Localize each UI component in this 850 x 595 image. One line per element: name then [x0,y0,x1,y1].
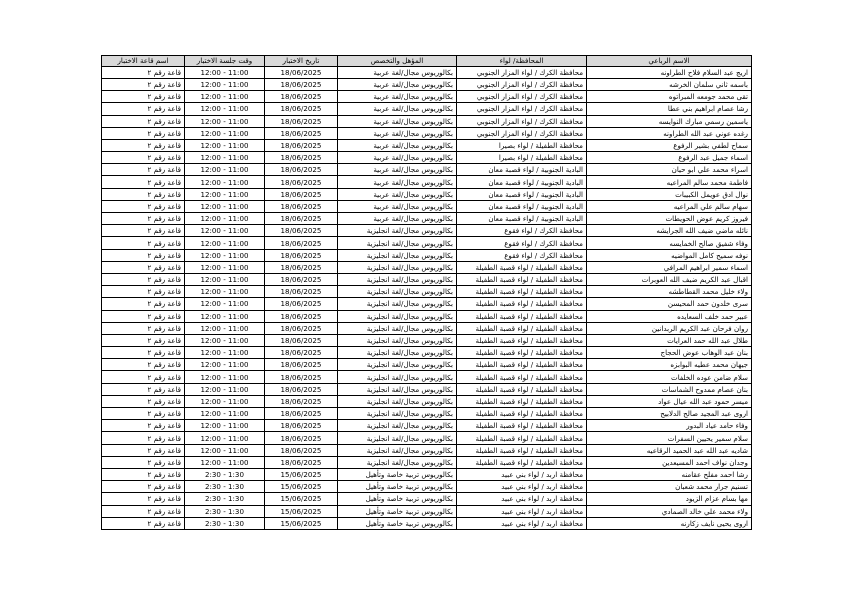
cell-name: نوال ادق عويمل الكبيبات [587,188,752,200]
table-row [102,200,752,212]
cell-time: 11:00 - 12:00 [185,91,265,103]
cell-specialization: بكالوريوس مجال/لغة انجليزية [338,420,457,432]
cell-specialization: بكالوريوس مجال/لغة انجليزية [338,225,457,237]
cell-time: 11:00 - 12:00 [185,444,265,456]
cell-date: 18/06/2025 [265,152,338,164]
table-row [102,66,752,78]
cell-name: سماح لطفي بشير الرفوع [587,139,752,151]
cell-name: مها بسام عزام الزيود [587,493,752,505]
cell-room: قاعة رقم ٢ [102,139,185,151]
cell-date: 18/06/2025 [265,164,338,176]
cell-name: سرى خلدون حمد المحيسن [587,298,752,310]
cell-room: قاعة رقم ٢ [102,481,185,493]
cell-governorate: محافظة الكرك / لواء المزار الجنوبي [457,115,587,127]
cell-governorate: محافظة اربد / لواء بني عبيد [457,505,587,517]
table-row [102,115,752,127]
cell-specialization: بكالوريوس مجال/لغة انجليزية [338,395,457,407]
cell-room: قاعة رقم ٢ [102,505,185,517]
cell-name: فاطمة محمد سالم المراعيه [587,176,752,188]
cell-governorate: محافظة الكرك / لواء فقوع [457,225,587,237]
cell-time: 11:00 - 12:00 [185,103,265,115]
cell-date: 18/06/2025 [265,444,338,456]
cell-room: قاعة رقم ٢ [102,249,185,261]
table-row [102,420,752,432]
table-row [102,432,752,444]
cell-room: قاعة رقم ٢ [102,310,185,322]
cell-governorate: محافظة الكرك / لواء المزار الجنوبي [457,127,587,139]
cell-date: 18/06/2025 [265,78,338,90]
cell-specialization: بكالوريوس مجال/لغة انجليزية [338,371,457,383]
cell-name: باسمه ثاني سلمان الخرشه [587,78,752,90]
cell-time: 11:00 - 12:00 [185,188,265,200]
cell-specialization: بكالوريوس مجال/لغة عربية [338,176,457,188]
cell-room: قاعة رقم ٢ [102,371,185,383]
cell-governorate: البادية الجنوبية / لواء قصبة معان [457,213,587,225]
cell-governorate: محافظة الطفيلة / لواء قصبة الطفيلة [457,298,587,310]
cell-specialization: بكالوريوس مجال/لغة عربية [338,188,457,200]
cell-name: جيهان محمد عطيه البوابزه [587,359,752,371]
cell-time: 11:00 - 12:00 [185,127,265,139]
cell-room: قاعة رقم ٢ [102,91,185,103]
cell-date: 18/06/2025 [265,237,338,249]
cell-governorate: محافظة اربد / لواء بني عبيد [457,468,587,480]
cell-specialization: بكالوريوس مجال/لغة انجليزية [338,347,457,359]
cell-date: 18/06/2025 [265,383,338,395]
table-row [102,103,752,115]
cell-governorate: محافظة الكرك / لواء المزار الجنوبي [457,91,587,103]
cell-name: وجدان نواف احمد المسيعدين [587,456,752,468]
table-row [102,91,752,103]
cell-time: 11:00 - 12:00 [185,298,265,310]
cell-name: تسنيم جرار محمد شعبان [587,481,752,493]
cell-time: 11:00 - 12:00 [185,310,265,322]
cell-date: 15/06/2025 [265,468,338,480]
cell-governorate: محافظة اربد / لواء بني عبيد [457,517,587,529]
cell-room: قاعة رقم ٢ [102,432,185,444]
cell-governorate: محافظة الطفيلة / لواء قصبة الطفيلة [457,261,587,273]
cell-specialization: بكالوريوس مجال/لغة انجليزية [338,273,457,285]
cell-date: 18/06/2025 [265,286,338,298]
cell-room: قاعة رقم ٢ [102,237,185,249]
cell-date: 18/06/2025 [265,432,338,444]
cell-governorate: محافظة الطفيلة / لواء بصيرا [457,152,587,164]
cell-time: 11:00 - 12:00 [185,164,265,176]
table-row [102,298,752,310]
cell-name: اسراء محمد علي ابو حيان [587,164,752,176]
cell-governorate: محافظة الطفيلة / لواء قصبة الطفيلة [457,383,587,395]
cell-date: 18/06/2025 [265,66,338,78]
header-room: اسم قاعة الاختبار [102,56,185,67]
cell-date: 18/06/2025 [265,334,338,346]
cell-time: 11:00 - 12:00 [185,115,265,127]
cell-time: 1:30 - 2:30 [185,481,265,493]
cell-specialization: بكالوريوس مجال/لغة عربية [338,200,457,212]
cell-time: 1:30 - 2:30 [185,505,265,517]
table-row [102,517,752,529]
cell-room: قاعة رقم ٢ [102,103,185,115]
cell-time: 11:00 - 12:00 [185,359,265,371]
cell-name: رشا عصام ابراهيم بني عطا [587,103,752,115]
cell-governorate: محافظة الطفيلة / لواء قصبة الطفيلة [457,286,587,298]
cell-date: 18/06/2025 [265,103,338,115]
cell-date: 18/06/2025 [265,371,338,383]
exam-schedule-sheet [101,55,751,530]
cell-governorate: محافظة الطفيلة / لواء قصبة الطفيلة [457,432,587,444]
cell-date: 18/06/2025 [265,200,338,212]
cell-name: سلام سمير يحيين السفرات [587,432,752,444]
cell-specialization: بكالوريوس مجال/لغة عربية [338,115,457,127]
cell-time: 11:00 - 12:00 [185,261,265,273]
cell-specialization: بكالوريوس مجال/لغة عربية [338,103,457,115]
cell-time: 11:00 - 12:00 [185,213,265,225]
cell-date: 18/06/2025 [265,310,338,322]
cell-governorate: محافظة الطفيلة / لواء قصبة الطفيلة [457,408,587,420]
cell-name: نوفه سميح كامل المواضيه [587,249,752,261]
table-row [102,334,752,346]
cell-name: شاديه عبد الله عبد الحميد الرقاعيه [587,444,752,456]
cell-time: 11:00 - 12:00 [185,249,265,261]
cell-name: ميسر حمود عبد الله عيال عواد [587,395,752,407]
cell-specialization: بكالوريوس مجال/لغة عربية [338,213,457,225]
cell-date: 18/06/2025 [265,408,338,420]
header-row [102,56,752,67]
cell-specialization: بكالوريوس مجال/لغة انجليزية [338,261,457,273]
cell-governorate: البادية الجنوبية / لواء قصبة معان [457,200,587,212]
table-row [102,493,752,505]
cell-specialization: بكالوريوس مجال/لغة عربية [338,78,457,90]
table-row [102,468,752,480]
cell-governorate: محافظة الكرك / لواء المزار الجنوبي [457,66,587,78]
cell-name: روان فرحان عبد الكريم الربدانين [587,322,752,334]
cell-room: قاعة رقم ٢ [102,225,185,237]
table-row [102,139,752,151]
cell-specialization: بكالوريوس مجال/لغة انجليزية [338,456,457,468]
table-row [102,310,752,322]
cell-room: قاعة رقم ٢ [102,115,185,127]
cell-governorate: محافظة اربد / لواء بني عبيد [457,493,587,505]
table-row [102,408,752,420]
cell-governorate: البادية الجنوبية / لواء قصبة معان [457,188,587,200]
cell-date: 18/06/2025 [265,298,338,310]
cell-time: 11:00 - 12:00 [185,395,265,407]
cell-specialization: بكالوريوس مجال/لغة عربية [338,139,457,151]
cell-time: 11:00 - 12:00 [185,152,265,164]
cell-room: قاعة رقم ٢ [102,261,185,273]
cell-name: بنان عبد الوهاب عوض الحجاج [587,347,752,359]
cell-name: نائله ماضي ضيف الله الجرايشه [587,225,752,237]
cell-governorate: محافظة الطفيلة / لواء قصبة الطفيلة [457,395,587,407]
cell-name: اريج عبد السلام فلاح الطراونه [587,66,752,78]
cell-governorate: محافظة الطفيلة / لواء قصبة الطفيلة [457,322,587,334]
cell-governorate: محافظة الكرك / لواء المزار الجنوبي [457,103,587,115]
cell-date: 18/06/2025 [265,420,338,432]
cell-specialization: بكالوريوس مجال/لغة عربية [338,91,457,103]
cell-time: 11:00 - 12:00 [185,347,265,359]
cell-room: قاعة رقم ٢ [102,322,185,334]
cell-specialization: بكالوريوس مجال/لغة عربية [338,127,457,139]
table-row [102,188,752,200]
table-row [102,444,752,456]
cell-name: وفاء حامد عياد البدور [587,420,752,432]
cell-room: قاعة رقم ٢ [102,66,185,78]
cell-room: قاعة رقم ٢ [102,164,185,176]
cell-date: 18/06/2025 [265,91,338,103]
cell-name: سلام ضامن عوده الخلفات [587,371,752,383]
cell-specialization: بكالوريوس مجال/لغة انجليزية [338,237,457,249]
cell-name: فيروز كريم عوض الحويطات [587,213,752,225]
table-row [102,127,752,139]
cell-name: اسماء جميل عبد الرفوع [587,152,752,164]
cell-time: 1:30 - 2:30 [185,517,265,529]
cell-room: قاعة رقم ٢ [102,176,185,188]
cell-specialization: بكالوريوس تربية خاصة وتأهيل [338,505,457,517]
table-row [102,273,752,285]
cell-room: قاعة رقم ٢ [102,298,185,310]
table-row [102,152,752,164]
cell-time: 1:30 - 2:30 [185,493,265,505]
cell-room: قاعة رقم ٢ [102,383,185,395]
cell-time: 11:00 - 12:00 [185,78,265,90]
table-row [102,176,752,188]
cell-time: 11:00 - 12:00 [185,334,265,346]
cell-room: قاعة رقم ٢ [102,188,185,200]
cell-room: قاعة رقم ٢ [102,456,185,468]
table-row [102,395,752,407]
cell-time: 11:00 - 12:00 [185,322,265,334]
cell-date: 18/06/2025 [265,127,338,139]
cell-name: عبير حمد خلف السعايده [587,310,752,322]
cell-date: 18/06/2025 [265,273,338,285]
cell-date: 15/06/2025 [265,505,338,517]
table-row [102,225,752,237]
exam-schedule-table [101,55,752,530]
cell-name: اروى يحيى نايف زكارنه [587,517,752,529]
cell-specialization: بكالوريوس مجال/لغة انجليزية [338,298,457,310]
cell-governorate: محافظة الطفيلة / لواء قصبة الطفيلة [457,420,587,432]
cell-date: 15/06/2025 [265,493,338,505]
cell-room: قاعة رقم ٢ [102,517,185,529]
cell-specialization: بكالوريوس مجال/لغة انجليزية [338,310,457,322]
cell-time: 11:00 - 12:00 [185,273,265,285]
cell-governorate: محافظة الطفيلة / لواء قصبة الطفيلة [457,359,587,371]
cell-time: 11:00 - 12:00 [185,225,265,237]
cell-room: قاعة رقم ٢ [102,493,185,505]
cell-specialization: بكالوريوس تربية خاصة وتأهيل [338,517,457,529]
cell-governorate: محافظة الكرك / لواء المزار الجنوبي [457,78,587,90]
cell-room: قاعة رقم ٢ [102,444,185,456]
cell-specialization: بكالوريوس مجال/لغة انجليزية [338,383,457,395]
cell-date: 18/06/2025 [265,213,338,225]
cell-date: 18/06/2025 [265,225,338,237]
cell-date: 18/06/2025 [265,139,338,151]
cell-specialization: بكالوريوس مجال/لغة انجليزية [338,432,457,444]
cell-name: ولاء محمد علي خالد الصمادي [587,505,752,517]
cell-governorate: البادية الجنوبية / لواء قصبة معان [457,164,587,176]
table-row [102,456,752,468]
cell-name: رغده عوني عبد الله الطراونه [587,127,752,139]
cell-date: 18/06/2025 [265,249,338,261]
cell-name: اسماء سمير ابراهيم المرافي [587,261,752,273]
cell-specialization: بكالوريوس مجال/لغة انجليزية [338,359,457,371]
cell-specialization: بكالوريوس تربية خاصة وتأهيل [338,493,457,505]
cell-date: 18/06/2025 [265,115,338,127]
cell-specialization: بكالوريوس مجال/لغة انجليزية [338,322,457,334]
table-row [102,359,752,371]
cell-governorate: محافظة الطفيلة / لواء قصبة الطفيلة [457,273,587,285]
header-specialization: المؤهل والتخصص [338,56,457,67]
cell-time: 11:00 - 12:00 [185,456,265,468]
cell-room: قاعة رقم ٢ [102,347,185,359]
cell-specialization: بكالوريوس مجال/لغة عربية [338,164,457,176]
cell-room: قاعة رقم ٢ [102,127,185,139]
cell-date: 18/06/2025 [265,347,338,359]
table-row [102,213,752,225]
cell-name: اروى عبد المجيد صالح الدلابيح [587,408,752,420]
table-row [102,249,752,261]
cell-time: 11:00 - 12:00 [185,139,265,151]
cell-date: 18/06/2025 [265,395,338,407]
cell-governorate: محافظة الطفيلة / لواء قصبة الطفيلة [457,444,587,456]
table-row [102,261,752,273]
cell-specialization: بكالوريوس مجال/لغة انجليزية [338,334,457,346]
cell-date: 18/06/2025 [265,322,338,334]
table-row [102,347,752,359]
header-governorate: المحافظة/ لواء [457,56,587,67]
cell-date: 18/06/2025 [265,188,338,200]
cell-specialization: بكالوريوس مجال/لغة انجليزية [338,249,457,261]
cell-name: رشا احمد مفلح عقامنه [587,468,752,480]
cell-time: 11:00 - 12:00 [185,286,265,298]
cell-time: 11:00 - 12:00 [185,176,265,188]
cell-governorate: محافظة الكرك / لواء فقوع [457,249,587,261]
cell-governorate: محافظة اربد / لواء بني عبيد [457,481,587,493]
cell-specialization: بكالوريوس مجال/لغة عربية [338,152,457,164]
cell-governorate: محافظة الطفيلة / لواء قصبة الطفيلة [457,371,587,383]
table-row [102,481,752,493]
cell-time: 11:00 - 12:00 [185,371,265,383]
table-row [102,505,752,517]
header-date: تاريخ الاختبار [265,56,338,67]
cell-governorate: محافظة الطفيلة / لواء بصيرا [457,139,587,151]
cell-time: 11:00 - 12:00 [185,200,265,212]
cell-specialization: بكالوريوس مجال/لغة انجليزية [338,444,457,456]
cell-name: ولاء خليل محمد القطاطشه [587,286,752,298]
cell-name: سهام سالم علي المراعيه [587,200,752,212]
table-row [102,322,752,334]
cell-time: 11:00 - 12:00 [185,408,265,420]
cell-time: 11:00 - 12:00 [185,432,265,444]
cell-time: 11:00 - 12:00 [185,66,265,78]
cell-name: طلال عبد الله حمد العرايات [587,334,752,346]
cell-date: 15/06/2025 [265,481,338,493]
cell-date: 18/06/2025 [265,176,338,188]
table-row [102,371,752,383]
cell-name: بنان عصام ممدوح الشماسات [587,383,752,395]
cell-specialization: بكالوريوس تربية خاصة وتأهيل [338,468,457,480]
cell-date: 18/06/2025 [265,456,338,468]
cell-specialization: بكالوريوس تربية خاصة وتأهيل [338,481,457,493]
cell-governorate: محافظة الكرك / لواء فقوع [457,237,587,249]
cell-date: 18/06/2025 [265,359,338,371]
table-body [102,66,752,529]
table-row [102,164,752,176]
cell-governorate: محافظة الطفيلة / لواء قصبة الطفيلة [457,310,587,322]
cell-governorate: محافظة الطفيلة / لواء قصبة الطفيلة [457,347,587,359]
table-row [102,237,752,249]
cell-room: قاعة رقم ٢ [102,359,185,371]
cell-room: قاعة رقم ٢ [102,408,185,420]
cell-date: 15/06/2025 [265,517,338,529]
cell-room: قاعة رقم ٢ [102,420,185,432]
cell-time: 11:00 - 12:00 [185,383,265,395]
cell-governorate: البادية الجنوبية / لواء قصبة معان [457,176,587,188]
cell-name: وفاء شفيق صالح الخمايسه [587,237,752,249]
table-row [102,78,752,90]
cell-governorate: محافظة الطفيلة / لواء قصبة الطفيلة [457,456,587,468]
cell-room: قاعة رقم ٢ [102,395,185,407]
cell-room: قاعة رقم ٢ [102,334,185,346]
cell-room: قاعة رقم ٢ [102,273,185,285]
cell-room: قاعة رقم ٢ [102,152,185,164]
cell-time: 1:30 - 2:30 [185,468,265,480]
header-name: الاسم الرباعي [587,56,752,67]
table-row [102,286,752,298]
cell-governorate: محافظة الطفيلة / لواء قصبة الطفيلة [457,334,587,346]
cell-specialization: بكالوريوس مجال/لغة عربية [338,66,457,78]
table-row [102,383,752,395]
cell-name: تقى محمد جومعه المبراتوه [587,91,752,103]
cell-time: 11:00 - 12:00 [185,420,265,432]
cell-name: ياسمين رسمي مبارك النوايسه [587,115,752,127]
cell-name: اقبال عبد الكريم ضيف الله العوبرات [587,273,752,285]
cell-specialization: بكالوريوس مجال/لغة انجليزية [338,408,457,420]
header-time: وقت جلسة الاختبار [185,56,265,67]
cell-time: 11:00 - 12:00 [185,237,265,249]
cell-date: 18/06/2025 [265,261,338,273]
cell-specialization: بكالوريوس مجال/لغة انجليزية [338,286,457,298]
cell-room: قاعة رقم ٢ [102,286,185,298]
cell-room: قاعة رقم ٢ [102,200,185,212]
cell-room: قاعة رقم ٢ [102,468,185,480]
cell-room: قاعة رقم ٢ [102,78,185,90]
cell-room: قاعة رقم ٢ [102,213,185,225]
